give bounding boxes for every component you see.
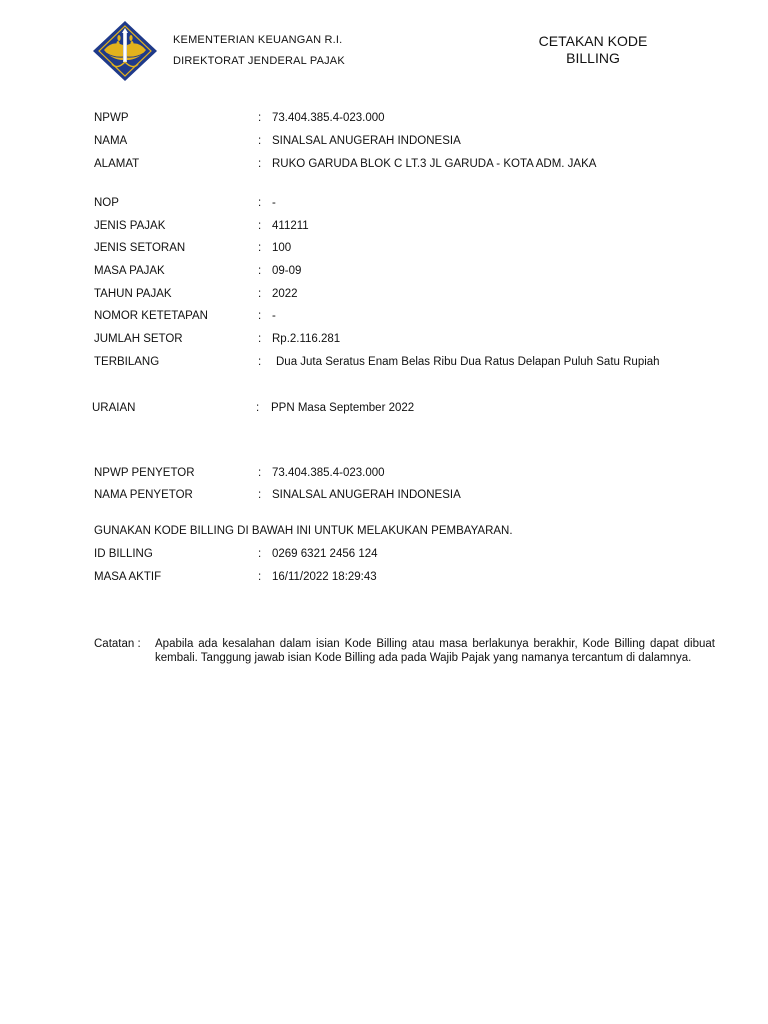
field-colon: : — [258, 242, 262, 254]
field-row-jenis-setoran — [94, 240, 734, 256]
field-value: RUKO GARUDA BLOK C LT.3 JL GARUDA - KOTA ADM. JAKA — [272, 158, 597, 170]
field-label: MASA AKTIF — [94, 571, 162, 583]
field-value: 411211 — [272, 220, 309, 232]
field-row-tahun-pajak — [94, 286, 734, 302]
field-row-nama — [94, 133, 734, 149]
field-value: PPN Masa September 2022 — [271, 402, 415, 414]
org-name-directorate: DIREKTORAT JENDERAL PAJAK — [173, 55, 345, 67]
field-colon: : — [258, 265, 262, 277]
field-colon: : — [258, 467, 262, 479]
field-row-id-billing — [94, 546, 734, 562]
field-label: NPWP — [94, 112, 129, 124]
field-label: MASA PAJAK — [94, 265, 165, 277]
billing-id-value: 0269 6321 2456 124 — [272, 548, 378, 560]
field-label: NOP — [94, 197, 119, 209]
field-label: NAMA PENYETOR — [94, 489, 193, 501]
field-label: TAHUN PAJAK — [94, 288, 172, 300]
field-row-nop — [94, 195, 734, 211]
billing-instruction: GUNAKAN KODE BILLING DI BAWAH INI UNTUK MELAKUKAN PEMBAYARAN. — [94, 525, 513, 537]
field-label: URAIAN — [92, 402, 136, 414]
field-row-npwp-penyetor — [94, 465, 734, 481]
field-value: SINALSAL ANUGERAH INDONESIA — [272, 489, 461, 501]
field-colon: : — [258, 135, 262, 147]
field-value: 73.404.385.4-023.000 — [272, 467, 385, 479]
field-value: Rp.2.116.281 — [272, 333, 341, 345]
field-row-npwp — [94, 110, 734, 126]
field-colon: : — [258, 288, 262, 300]
field-colon: : — [256, 402, 260, 414]
field-value: 09-09 — [272, 265, 302, 277]
org-name-ministry: KEMENTERIAN KEUANGAN R.I. — [173, 34, 343, 46]
field-label: ID BILLING — [94, 548, 153, 560]
field-row-jumlah-setor — [94, 331, 734, 347]
field-row-terbilang — [94, 354, 734, 370]
field-colon: : — [258, 158, 262, 170]
field-row-uraian — [94, 400, 734, 416]
field-value: - — [272, 310, 276, 322]
field-row-masa-aktif — [94, 569, 734, 585]
field-colon: : — [258, 356, 262, 368]
field-label: JUMLAH SETOR — [94, 333, 183, 345]
ministry-emblem-icon — [92, 20, 158, 82]
document-title: CETAKAN KODE BILLING — [538, 33, 648, 66]
field-row-alamat — [94, 156, 734, 172]
field-row-nama-penyetor — [94, 487, 734, 503]
field-value: 73.404.385.4-023.000 — [272, 112, 385, 124]
field-colon: : — [258, 333, 262, 345]
field-value: - — [272, 197, 276, 209]
note-label: Catatan : — [94, 638, 141, 650]
field-label: ALAMAT — [94, 158, 140, 170]
field-value: SINALSAL ANUGERAH INDONESIA — [272, 135, 461, 147]
field-colon: : — [258, 571, 262, 583]
field-label: JENIS PAJAK — [94, 220, 166, 232]
field-label: NAMA — [94, 135, 128, 147]
field-colon: : — [258, 310, 262, 322]
field-label: JENIS SETORAN — [94, 242, 186, 254]
field-value: 100 — [272, 242, 292, 254]
field-colon: : — [258, 197, 262, 209]
field-colon: : — [258, 489, 262, 501]
field-colon: : — [258, 220, 262, 232]
field-colon: : — [258, 112, 262, 124]
field-row-jenis-pajak — [94, 218, 734, 234]
field-value: Dua Juta Seratus Enam Belas Ribu Dua Ratus Delapan Puluh Satu Rupiah — [276, 356, 660, 368]
field-row-masa-pajak — [94, 263, 734, 279]
field-row-nomor-ketetapan — [94, 308, 734, 324]
note-text: Apabila ada kesalahan dalam isian Kode Billing atau masa berlakunya berakhir, Kode Billing dapat dibuat kembali. Tanggung jawab isian Kode Billing ada pada Wajib Pajak yang namanya tercantum di dalamnya. — [155, 638, 715, 664]
field-label: TERBILANG — [94, 356, 160, 368]
field-label: NPWP PENYETOR — [94, 467, 195, 479]
field-value: 16/11/2022 18:29:43 — [272, 571, 377, 583]
field-label: NOMOR KETETAPAN — [94, 310, 208, 322]
field-value: 2022 — [272, 288, 298, 300]
field-colon: : — [258, 548, 262, 560]
